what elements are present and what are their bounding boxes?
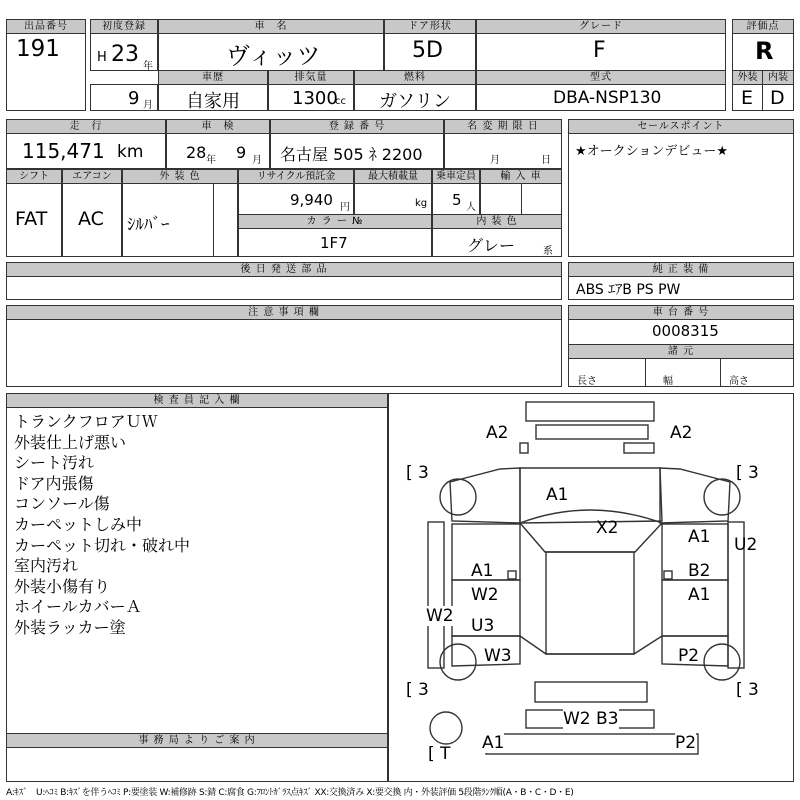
model-label: 型式 xyxy=(476,70,726,85)
office-label: 事 務 局 よ り ご 案 内 xyxy=(6,733,388,748)
notes-label: 注 意 事 項 欄 xyxy=(6,305,562,320)
inspector-item: 外装小傷有り xyxy=(14,576,111,596)
inspection-month: 9 xyxy=(236,143,247,162)
import-cell-a xyxy=(480,183,522,215)
reg-no-value: 名古屋 505 ﾈ 2200 xyxy=(280,145,423,164)
max-load-unit: kg xyxy=(415,198,428,209)
notes-cell xyxy=(6,319,562,387)
door-label: ドア形状 xyxy=(384,19,476,34)
lot-no-label: 出品番号 xyxy=(6,19,86,34)
int-color-value: グレー xyxy=(467,236,516,255)
dmg-bumper-rear: W2 B3 xyxy=(563,709,619,729)
capacity-value: 5 xyxy=(452,191,462,209)
first-reg-month-unit: 月 xyxy=(143,100,153,111)
first-reg-year-unit: 年 xyxy=(143,61,153,72)
sale-point-label: セールスポイント xyxy=(568,119,794,134)
capacity-unit: 人 xyxy=(466,202,476,213)
mileage-value: 115,471 xyxy=(22,139,105,163)
genuine-label: 純 正 装 備 xyxy=(568,262,794,277)
model-value: DBA-NSP130 xyxy=(553,88,662,108)
tyre-fr: [ 3 xyxy=(736,463,759,483)
dmg-rear-qtr-r: P2 xyxy=(678,646,700,666)
inspector-item: シート汚れ xyxy=(14,453,95,473)
int-color-label: 内 装 色 xyxy=(432,214,562,229)
ac-label: エアコン xyxy=(62,169,122,184)
displacement-value: 1300 xyxy=(292,88,338,109)
inspector-item: カーペット切れ・破れ中 xyxy=(14,535,191,555)
displacement-label: 排気量 xyxy=(268,70,354,85)
recycle-label: リサイクル預託金 xyxy=(238,169,354,184)
int-value: D xyxy=(770,87,785,109)
inspection-label: 車 検 xyxy=(166,119,270,134)
ext-value: E xyxy=(741,87,754,109)
grade-label: グレード xyxy=(476,19,726,34)
dmg-a2-left: A2 xyxy=(486,423,509,443)
inspector-label: 検 査 員 記 入 欄 xyxy=(6,393,388,408)
first-reg-era: H xyxy=(97,50,107,65)
mileage-label: 走 行 xyxy=(6,119,166,134)
ext-label: 外装 xyxy=(732,70,763,85)
chassis-value: 0008315 xyxy=(652,322,719,340)
mileage-unit: km xyxy=(117,142,144,162)
sale-point-value: ★オークションデビュー★ xyxy=(575,144,729,159)
specs-length: 長さ xyxy=(577,376,597,387)
tyre-spare: [ T xyxy=(428,744,451,764)
ext-color-side xyxy=(213,183,238,257)
dmg-rear-seat-l: U3 xyxy=(471,616,495,636)
grade-value: F xyxy=(593,38,606,63)
int-label: 内装 xyxy=(762,70,794,85)
dmg-rear-qtr-l: W3 xyxy=(484,646,512,666)
later-parts-cell xyxy=(6,276,562,300)
inspector-item: カーペットしみ中 xyxy=(14,514,143,534)
import-label: 輸 入 車 xyxy=(480,169,562,184)
tyre-rr-num: 3 xyxy=(748,680,759,700)
color-no-value: 1F7 xyxy=(320,234,348,252)
dmg-rear-door-r2: A1 xyxy=(688,585,711,605)
inspection-year-unit: 年 xyxy=(206,155,216,166)
dmg-hood: A1 xyxy=(546,485,569,505)
recycle-value: 9,940 xyxy=(290,191,333,209)
fuel-value: ガソリン xyxy=(379,91,451,112)
dmg-side-l: W2 xyxy=(426,606,454,626)
import-cell-b xyxy=(521,183,562,215)
shift-value: FAT xyxy=(15,208,48,230)
genuine-value: ABS ｴｱB PS PW xyxy=(576,282,681,298)
car-name-value: ヴィッツ xyxy=(226,42,321,70)
dmg-rear-door-l: W2 xyxy=(471,585,499,605)
inspector-item: 室内汚れ xyxy=(14,556,79,576)
name-change-label: 名 変 期 限 日 xyxy=(444,119,562,134)
max-load-label: 最大積載量 xyxy=(354,169,432,184)
fuel-label: 燃料 xyxy=(354,70,476,85)
car-name-label: 車 名 xyxy=(158,19,384,34)
specs-label: 諸 元 xyxy=(568,344,794,359)
legend: A:ｷｽﾞ U:ﾍｺﾐ B:ｷｽﾞを伴うﾍｺﾐ P:要塗装 W:補修跡 S:錆 C:腐食 G:ﾌﾛﾝﾄｶﾞﾗｽ点ｷｽﾞ XX:交換済み X:要交換 内・外装評価 5段階ﾗﾝｸ順(A・B・C・D・E) xyxy=(6,788,574,798)
name-change-day-unit: 日 xyxy=(541,155,551,166)
specs-width-cell xyxy=(645,358,721,387)
inspector-item: トランクフロアＵＷ xyxy=(14,412,158,431)
dmg-bottom-l: A1 xyxy=(482,733,505,753)
inspector-item: ホイールカバーＡ xyxy=(14,597,142,617)
tyre-rl-num: 3 xyxy=(418,680,429,700)
tyre-fl: [ 3 xyxy=(406,463,429,483)
tyre-rl: [ 3 xyxy=(406,680,429,700)
tyre-spare-label: T xyxy=(440,744,451,764)
specs-width: 幅 xyxy=(663,376,673,387)
inspector-item: 外装仕上げ悪い xyxy=(14,432,127,452)
first-reg-label: 初度登録 xyxy=(90,19,158,34)
history-label: 車歴 xyxy=(158,70,268,85)
score-value: R xyxy=(755,37,774,65)
tyre-fl-num: 3 xyxy=(418,463,429,483)
dmg-bottom-r: P2 xyxy=(675,733,697,753)
door-value: 5D xyxy=(412,38,443,63)
int-color-unit: 系 xyxy=(543,246,553,257)
ext-color-label: 外 装 色 xyxy=(122,169,238,184)
capacity-label: 乗車定員 xyxy=(432,169,480,184)
chassis-label: 車 台 番 号 xyxy=(568,305,794,320)
recycle-unit: 円 xyxy=(340,202,350,213)
tyre-rr: [ 3 xyxy=(736,680,759,700)
specs-height: 高さ xyxy=(729,376,749,387)
dmg-windshield: X2 xyxy=(596,518,619,538)
ext-color-value: ｼﾙﾊﾞｰ xyxy=(127,215,170,235)
color-no-label: カ ラ ー № xyxy=(238,214,432,229)
dmg-front-door-l: A1 xyxy=(471,561,494,581)
inspector-item: 外装ラッカー塗 xyxy=(14,617,126,637)
dmg-front-door-r: A1 xyxy=(688,527,711,547)
inspector-item: ドア内張傷 xyxy=(14,473,94,493)
history-value: 自家用 xyxy=(186,91,240,112)
first-reg-year: 23 xyxy=(111,42,139,67)
inspection-month-unit: 月 xyxy=(252,155,262,166)
dmg-a2-right: A2 xyxy=(670,423,693,443)
inspector-item: コンソール傷 xyxy=(14,494,110,514)
dmg-fender-r: U2 xyxy=(734,535,758,555)
office-cell xyxy=(6,747,388,782)
dmg-rear-door-r: B2 xyxy=(688,561,711,581)
tyre-fr-num: 3 xyxy=(748,463,759,483)
score-label: 評価点 xyxy=(732,19,794,34)
later-parts-label: 後 日 発 送 部 品 xyxy=(6,262,562,277)
name-change-month-unit: 月 xyxy=(490,155,500,166)
lot-no-value: 191 xyxy=(16,36,60,62)
displacement-unit: cc xyxy=(335,96,346,107)
first-reg-month: 9 xyxy=(128,88,140,109)
shift-label: シフト xyxy=(6,169,62,184)
reg-no-label: 登 録 番 号 xyxy=(270,119,444,134)
inspector-list xyxy=(14,412,190,639)
ac-value: AC xyxy=(78,208,104,230)
inspection-year: 28 xyxy=(186,143,207,162)
